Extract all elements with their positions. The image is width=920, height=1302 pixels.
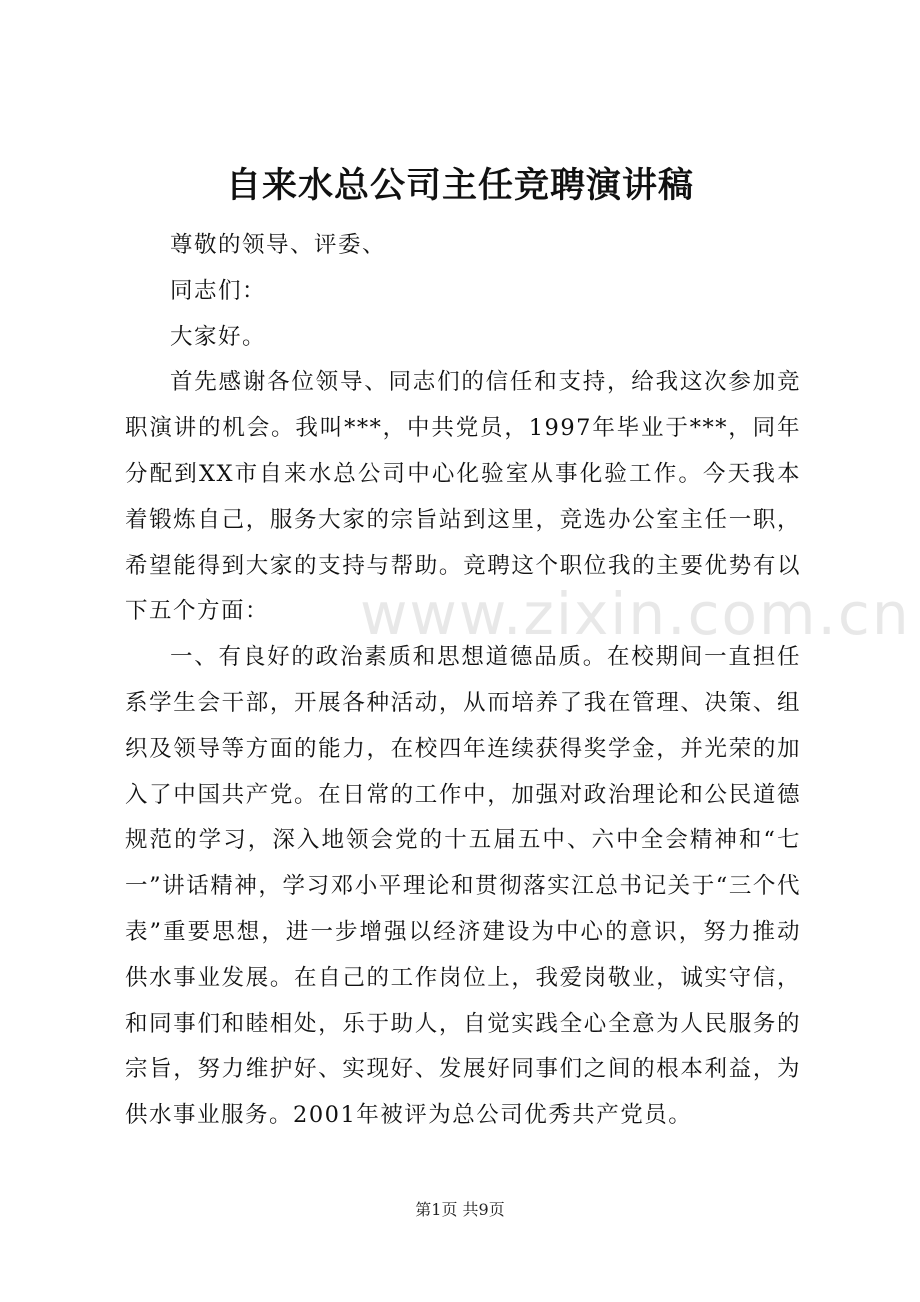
watermark: www.zixin.com.cn [360,580,911,648]
document-title: 自来水总公司主任竞聘演讲稿 [225,165,694,206]
salutation-line-2: 同志们： [170,277,267,304]
salutation-line-1: 尊敬的领导、评委、 [170,232,387,258]
page-number: 第1页 共9页 [415,1200,505,1219]
document-body [125,223,801,1139]
greeting: 大家好。 [170,323,267,350]
advantage-one-paragraph: 一、有良好的政治素质和思想道德品质。在校期间一直担任系学生会干部，开展各种活动，从而培养了我在管理、决策、组织及领导等方面的能力，在校四年连续获得奖学金，并光荣的加入了中国共产党。在日常的工作中，加强对政治理论和公民道德规范的学习，深入地领会党的十五届五中、六中全会精神和“七一”讲话精神，学习邓小平理论和贯彻落实江总书记关于“三个代表”重要思想，进一步增强以经济建设为中心的意识，努力推动供水事业发展。在自己的工作岗位上，我爱岗敬业，诚实守信，和同事们和睦相处，乐于助人，自觉实践全心全意为人民服务的宗旨，努力维护好、实现好、发展好同事们之间的根本利益，为供水事业服务。2001年被评为总公司优秀共产党员。 [125,644,801,1129]
intro-paragraph: 首先感谢各位领导、同志们的信任和支持，给我这次参加竞职演讲的机会。我叫***，中共党员，1997年毕业于***，同年分配到XX市自来水总公司中心化验室从事化验工作。今天我本着锻炼自己，服务大家的宗旨站到这里，竞选办公室主任一职，希望能得到大家的支持与帮助。竞聘这个职位我的主要优势有以下五个方面： [125,369,801,625]
